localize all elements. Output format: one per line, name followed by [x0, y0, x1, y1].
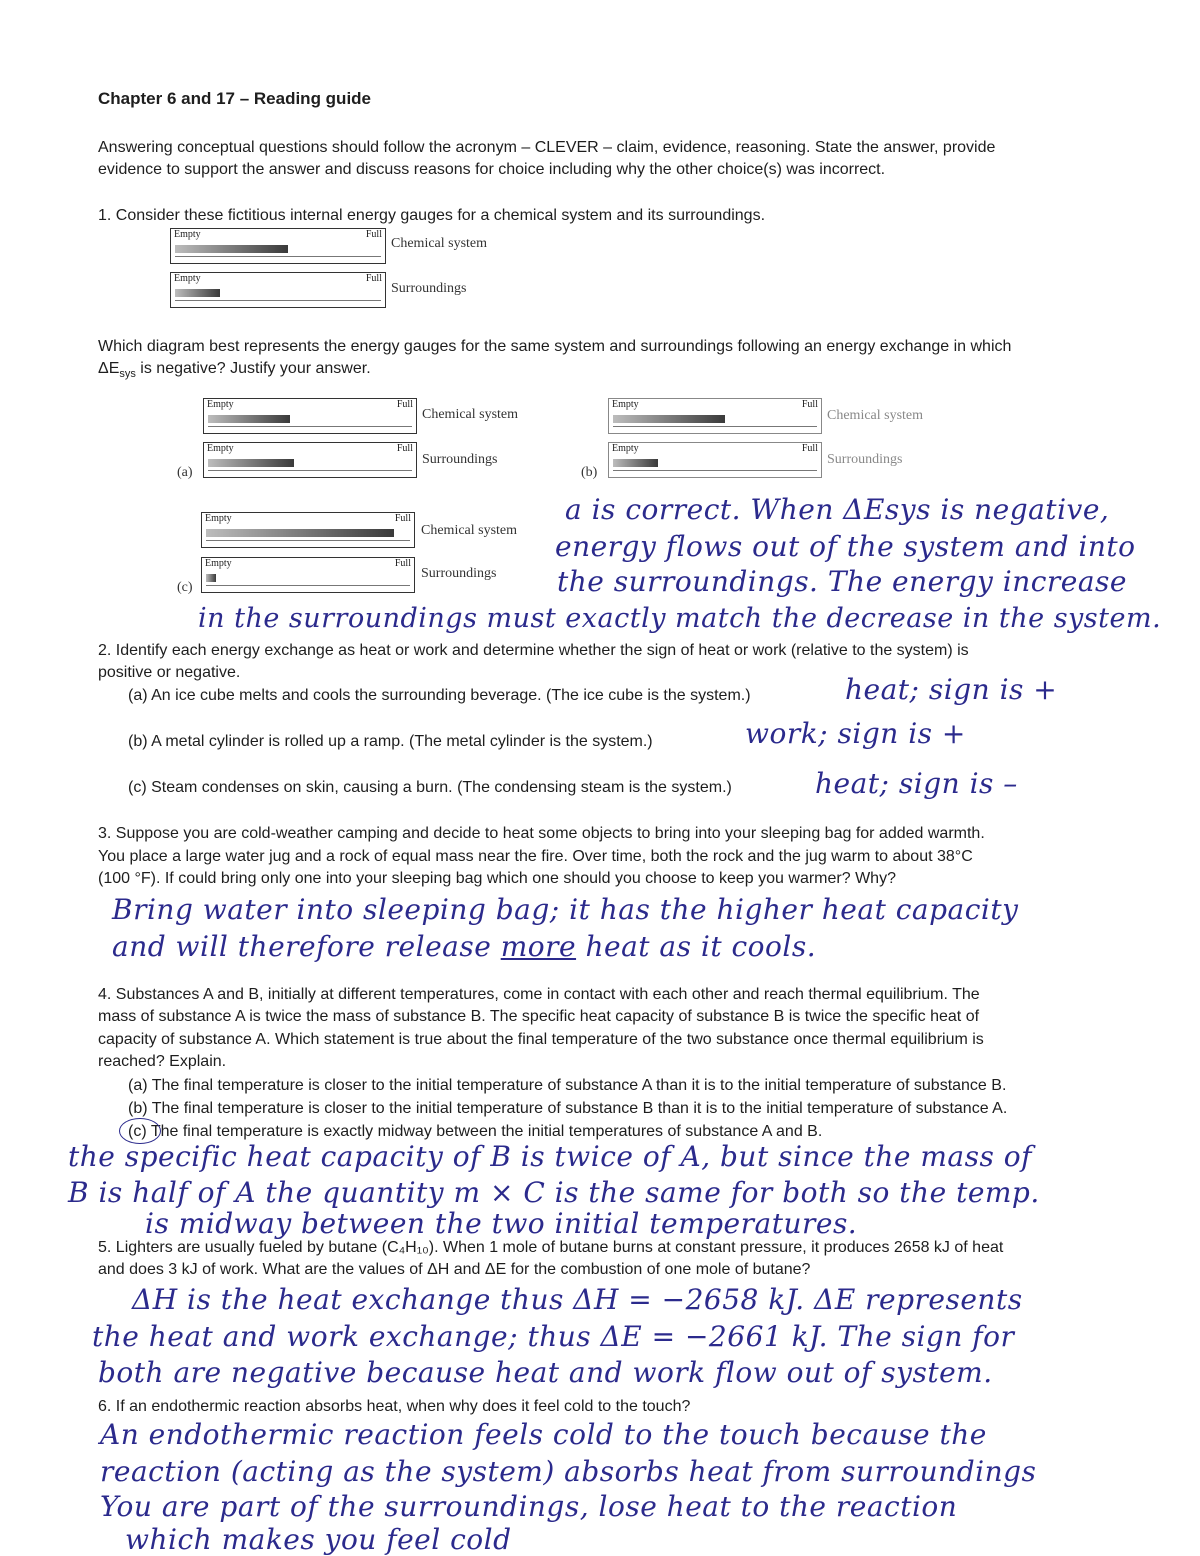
gauge-initial-surroundings — [170, 272, 386, 308]
q5-answer-line-1: ΔH is the heat exchange thus ΔH = −2658 kJ. ΔE represents — [132, 1283, 1023, 1316]
q2-prompt-line-2: positive or negative. — [98, 664, 241, 681]
gauge-name-chemical: Chemical system — [421, 523, 518, 538]
gauge-ticks — [613, 470, 817, 477]
q4-line-4: reached? Explain. — [98, 1053, 227, 1070]
gauge-full-label: Full — [394, 513, 411, 524]
q2-answer-c: heat; sign is – — [815, 767, 1018, 800]
gauge-ticks — [206, 585, 410, 592]
q6-answer-line-1: An endothermic reaction feels cold to the touch because the — [100, 1418, 987, 1451]
q2-prompt-line-1: 2. Identify each energy exchange as heat or work and determine whether the sign of heat or work (relative to the system) is — [98, 642, 969, 659]
gauge-ticks — [206, 540, 410, 547]
q4-option-c: (c) The final temperature is exactly midway between the initial temperatures of substance A and B. — [128, 1123, 823, 1140]
q4-answer-line-2: B is half of A the quantity m × C is the same for both so the temp. — [68, 1176, 1040, 1209]
q3-answer-part-1: and will therefore release — [112, 930, 501, 963]
gauge-ticks — [175, 256, 381, 263]
q1-answer-line-2: energy flows out of the system and into — [555, 530, 1136, 563]
q4-option-a: (a) The final temperature is closer to the initial temperature of substance A than it is to the initial temperature of substance B. — [128, 1077, 1007, 1094]
q3-answer-line-2 — [112, 930, 816, 963]
delta-e-symbol: ΔE — [98, 360, 120, 377]
gauge-c-system — [201, 512, 415, 548]
q4-line-3: capacity of substance A. Which statement is true about the final temperature of the two substance once thermal equilibrium is — [98, 1031, 984, 1048]
gauge-ticks — [208, 426, 412, 433]
gauge-empty-label: Empty — [207, 399, 234, 410]
gauge-name-chemical: Chemical system — [391, 236, 488, 251]
gauge-full-label: Full — [801, 443, 818, 454]
q2-item-a: (a) An ice cube melts and cools the surrounding beverage. (The ice cube is the system.) — [128, 687, 751, 704]
option-b-label: (b) — [581, 465, 598, 480]
q1-question-line-2 — [98, 357, 371, 386]
gauge-name-surroundings: Surroundings — [827, 452, 903, 467]
gauge-full-label: Full — [396, 399, 413, 410]
gauge-fill-bar — [175, 289, 220, 297]
gauge-full-label: Full — [365, 273, 382, 284]
q4-answer-line-3: is midway between the two initial temperatures. — [145, 1207, 858, 1240]
q2-answer-b: work; sign is + — [745, 717, 966, 750]
q3-answer-emphasis: more — [500, 930, 577, 963]
q1-answer-line-4: in the surroundings must exactly match the decrease in the system. — [198, 603, 1162, 634]
gauge-empty-label: Empty — [612, 399, 639, 410]
gauge-full-label: Full — [396, 443, 413, 454]
gauge-fill-bar — [613, 415, 725, 423]
q3-line-1: 3. Suppose you are cold-weather camping and decide to heat some objects to bring into your sleeping bag for added warmth. — [98, 825, 985, 842]
q5-answer-line-2: the heat and work exchange; thus ΔE = −2661 kJ. The sign for — [92, 1320, 1015, 1353]
q1-answer-line-1: a is correct. When ΔEsys is negative, — [565, 493, 1110, 526]
gauge-b-system — [608, 398, 822, 434]
q3-answer-line-1: Bring water into sleeping bag; it has the higher heat capacity — [112, 893, 1019, 926]
option-a-label: (a) — [177, 465, 193, 480]
gauge-fill-bar — [208, 415, 290, 423]
q2-answer-a: heat; sign is + — [845, 673, 1058, 706]
q6-answer-line-4: which makes you feel cold — [125, 1523, 512, 1556]
q4-line-1: 4. Substances A and B, initially at different temperatures, come in contact with each other and reach thermal equilibrium. The — [98, 986, 980, 1003]
gauge-name-surroundings: Surroundings — [421, 566, 497, 581]
q6-answer-line-3: You are part of the surroundings, lose heat to the reaction — [100, 1490, 958, 1523]
q5-line-2: and does 3 kJ of work. What are the values of ΔH and ΔE for the combustion of one mole of butane? — [98, 1261, 811, 1278]
gauge-full-label: Full — [365, 229, 382, 240]
q1-answer-line-3: the surroundings. The energy increase — [557, 565, 1127, 598]
q3-line-2: You place a large water jug and a rock of equal mass near the fire. Over time, both the rock and the jug warm to about 38°C — [98, 848, 973, 865]
gauge-full-label: Full — [394, 558, 411, 569]
gauge-name-chemical: Chemical system — [422, 407, 519, 422]
q5-line-1: 5. Lighters are usually fueled by butane (C₄H₁₀). When 1 mole of butane burns at constant pressure, it produces 2658 kJ of heat — [98, 1239, 1004, 1256]
intro-line-1: Answering conceptual questions should follow the acronym – CLEVER – claim, evidence, reasoning. State the answer, provide — [98, 139, 996, 156]
gauge-name-surroundings: Surroundings — [422, 452, 498, 467]
q3-line-3: (100 °F). If could bring only one into your sleeping bag which one should you choose to keep you warmer? Why? — [98, 870, 896, 887]
gauge-fill-bar — [206, 529, 394, 537]
q1-question-tail: is negative? Justify your answer. — [135, 360, 371, 377]
gauge-empty-label: Empty — [174, 273, 201, 284]
gauge-empty-label: Empty — [612, 443, 639, 454]
gauge-c-surroundings — [201, 557, 415, 593]
q1-question-line-1: Which diagram best represents the energy gauges for the same system and surroundings following an energy exchange in which — [98, 338, 1012, 355]
gauge-empty-label: Empty — [205, 513, 232, 524]
q4-answer-line-1: the specific heat capacity of B is twice of A, but since the mass of — [68, 1140, 1032, 1173]
gauge-ticks — [175, 300, 381, 307]
gauge-ticks — [208, 470, 412, 477]
gauge-a-surroundings — [203, 442, 417, 478]
gauge-fill-bar — [613, 459, 658, 467]
sys-subscript: sys — [119, 368, 136, 381]
q1-prompt: 1. Consider these fictitious internal energy gauges for a chemical system and its surroundings. — [98, 207, 766, 224]
q6-answer-line-2: reaction (acting as the system) absorbs heat from surroundings — [100, 1455, 1037, 1488]
gauge-empty-label: Empty — [205, 558, 232, 569]
page-title: Chapter 6 and 17 – Reading guide — [98, 89, 372, 108]
q2-item-c: (c) Steam condenses on skin, causing a burn. (The condensing steam is the system.) — [128, 779, 732, 796]
gauge-fill-bar — [208, 459, 294, 467]
option-c-label: (c) — [177, 580, 193, 595]
q4-option-b: (b) The final temperature is closer to the initial temperature of substance B than it is to the initial temperature of substance A. — [128, 1100, 1008, 1117]
gauge-empty-label: Empty — [207, 443, 234, 454]
gauge-empty-label: Empty — [174, 229, 201, 240]
q5-answer-line-3: both are negative because heat and work flow out of system. — [98, 1356, 993, 1389]
gauge-fill-bar — [175, 245, 288, 253]
gauge-ticks — [613, 426, 817, 433]
q3-answer-part-3: heat as it cools. — [576, 930, 817, 963]
gauge-initial-system — [170, 228, 386, 264]
q6-prompt: 6. If an endothermic reaction absorbs heat, when why does it feel cold to the touch? — [98, 1398, 691, 1415]
intro-line-2: evidence to support the answer and discuss reasons for choice including why the other choice(s) was incorrect. — [98, 161, 886, 178]
q4-line-2: mass of substance A is twice the mass of substance B. The specific heat capacity of substance B is twice the specific heat of — [98, 1008, 980, 1025]
gauge-name-surroundings: Surroundings — [391, 281, 467, 296]
gauge-full-label: Full — [801, 399, 818, 410]
gauge-name-chemical: Chemical system — [827, 408, 924, 423]
gauge-fill-bar — [206, 574, 216, 582]
gauge-b-surroundings — [608, 442, 822, 478]
gauge-a-system — [203, 398, 417, 434]
q2-item-b: (b) A metal cylinder is rolled up a ramp. (The metal cylinder is the system.) — [128, 733, 653, 750]
